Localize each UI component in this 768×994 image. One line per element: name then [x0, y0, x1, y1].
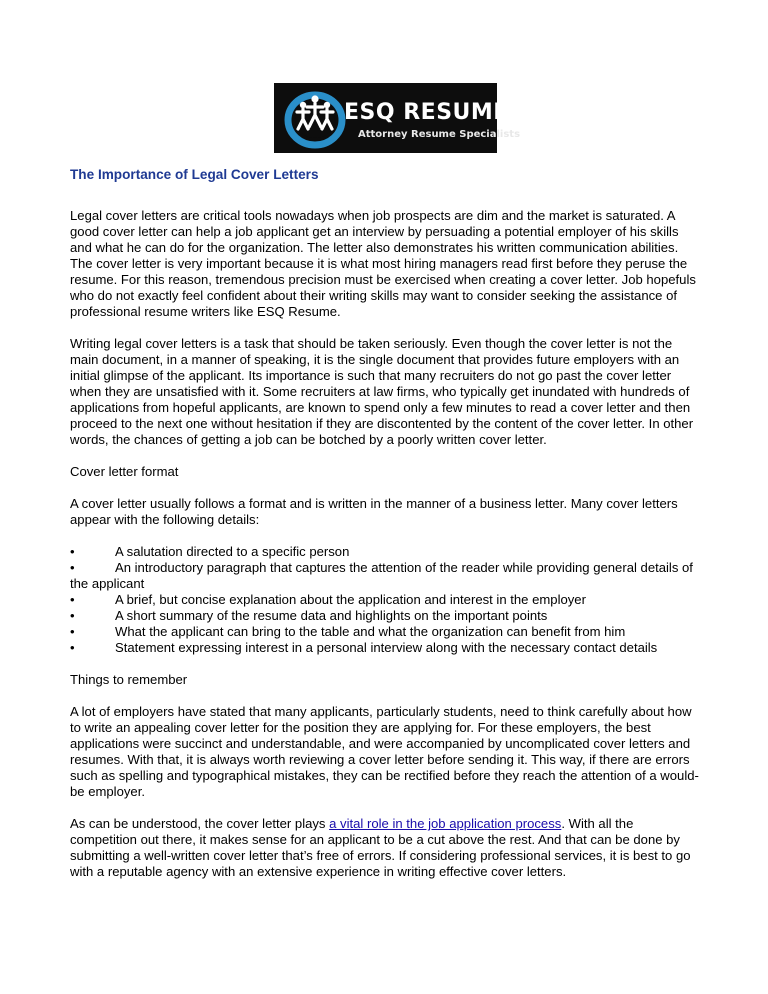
page-title: The Importance of Legal Cover Letters	[70, 167, 319, 182]
list-item: • A short summary of the resume data and highlights on the important points	[70, 608, 548, 623]
bullet-icon: •	[70, 560, 75, 575]
bullet-icon: •	[70, 544, 75, 559]
list-item: • An introductory paragraph that captures the attention of the reader while providing general details of the applicant	[70, 560, 693, 591]
heading-things-to-remember: Things to remember	[70, 672, 188, 687]
paragraph-employers: A lot of employers have stated that many applicants, particularly students, need to think carefully about how to write an appealing cover letter for the position they are applying for. For these employers, the best applications were succinct and understandable, and were accompanied by uncomplicated cover letters and resumes. With that, it is always worth reviewing a cover letter before sending it. This way, if there are errors such as spelling and typographical mistakes, they can be rectified before they reach the attention of a would-be employer.	[70, 704, 699, 799]
people-emblem-icon	[282, 85, 348, 151]
bullet-icon: •	[70, 608, 75, 623]
logo-brand-name: ESQ RESUME	[344, 100, 509, 125]
bullet-icon: •	[70, 624, 75, 639]
paragraph-format: A cover letter usually follows a format and is written in the manner of a business letter. Many cover letters appear with the following details:	[70, 496, 678, 527]
list-item: • What the applicant can bring to the table and what the organization can benefit from him	[70, 624, 626, 639]
esq-resume-logo	[274, 83, 521, 153]
paragraph-intro: Legal cover letters are critical tools nowadays when job prospects are dim and the market is saturated. A good cover letter can help a job applicant get an interview by persuading a potential employer of his skills and what he can do for the organization. The letter also demonstrates his written communication abilities. The cover letter is very important because it is what most hiring managers read first before they peruse the resume. For this reason, tremendous precision must be exercised when creating a cover letter. Job hopefuls who do not exactly feel confident about their writing skills may want to consider seeking the assistance of professional resume writers like ESQ Resume.	[70, 208, 696, 319]
job-application-process-link[interactable]: a vital role in the job application process	[329, 816, 562, 831]
details-list	[70, 544, 700, 656]
paragraph-seriousness: Writing legal cover letters is a task that should be taken seriously. Even though the cover letter is not the main document, in a manner of speaking, it is the single document that provides future employers with an initial glimpse of the applicant. Its importance is such that many recruiters do not go past the cover letter when they are unsatisfied with it. Some recruiters at law firms, who typically get inundated with hundreds of applications from hopeful applicants, are known to spend only a few minutes to read a cover letter and then proceed to the next one without hesitation if they are discontented by the content of the cover letter. In other words, the chances of getting a job can be botched by a poorly written cover letter.	[70, 336, 694, 447]
document-body	[70, 166, 700, 896]
list-item: • A salutation directed to a specific person	[70, 544, 350, 559]
bullet-icon: •	[70, 640, 75, 655]
list-item: • Statement expressing interest in a personal interview along with the necessary contact details	[70, 640, 658, 655]
paragraph-conclusion: As can be understood, the cover letter plays a vital role in the job application process. With all the competition out there, it makes sense for an applicant to be a cut above the rest. And that can be done by submitting a well-written cover letter that’s free of errors. If considering professional services, it is best to go with a reputable agency with an extensive experience in writing effective cover letters.	[70, 816, 691, 879]
list-item: • A brief, but concise explanation about the application and interest in the employer	[70, 592, 586, 607]
logo-tagline: Attorney Resume Specialists	[358, 129, 521, 140]
bullet-icon: •	[70, 592, 75, 607]
heading-cover-letter-format: Cover letter format	[70, 464, 179, 479]
